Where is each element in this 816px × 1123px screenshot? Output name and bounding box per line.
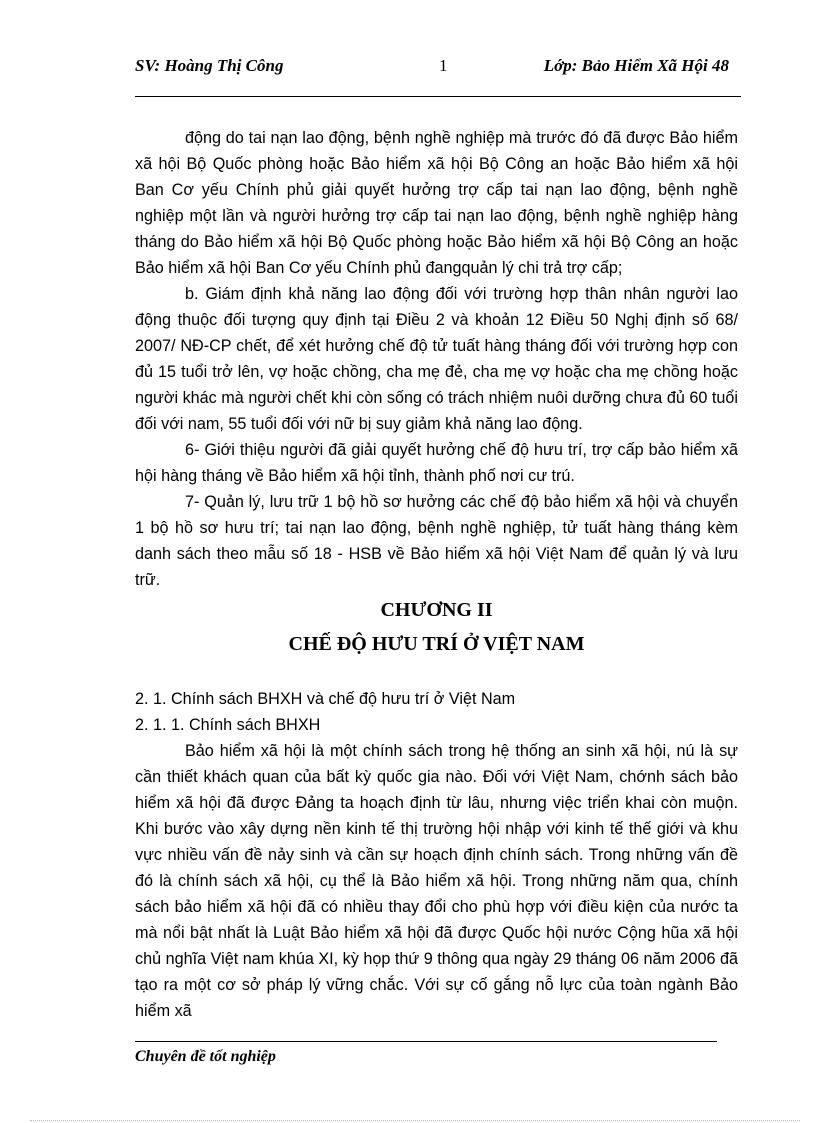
paragraph-item-6: 6- Giới thiệu người đã giải quyết hưởng chế độ hưu trí, trợ cấp bảo hiểm xã hội hàng tháng về Bảo hiểm xã hội tỉnh, thành phố nơi cư trú. (135, 441, 738, 485)
header-divider (135, 96, 741, 97)
paragraph-item-7: 7- Quản lý, lưu trữ 1 bộ hồ sơ hưởng các chế độ bảo hiểm xã hội và chuyển 1 bộ hồ sơ hưu trí; tai nạn lao động, bệnh nghề nghiệp, tử tuất hàng tháng kèm danh sách theo mẫu số 18 - HSB về Bảo hiểm xã hội Việt Nam để quản lý và lưu trữ. (135, 493, 738, 589)
chapter-title: CHẾ ĐỘ HƯU TRÍ Ở VIỆT NAM (288, 633, 585, 655)
paragraph-social-insurance: Bảo hiểm xã hội là một chính sách trong hệ thống an sinh xã hội, nú là sự cần thiết khách quan của bất kỳ quốc gia nào. Đối với Việt Nam, chớnh sách bảo hiểm xã hội đã được Đảng ta hoạch định từ lâu, nhưng việc triển khai còn muộn. Khi bước vào xây dựng nền kinh tế thị trường hội nhập với kinh tế thế giới và khu vực nhiều vấn đề nảy sinh và cần sự hoạch định chính sách. Trong những vấn đề đó là chính sách xã hội, cụ thể là Bảo hiểm xã hội. Trong những năm qua, chính sách bảo hiểm xã hội đã có nhiều thay đổi cho phù hợp với điều kiện của nước ta mà nổi bật nhất là Luật Bảo hiểm xã hội đã được Quốc hội nước Cộng hũa xã hội chủ nghĩa Việt nam khúa XI, kỳ họp thứ 9 thông qua ngày 29 tháng 06 năm 2006 đã tạo ra một cơ sở pháp lý vững chắc. Với sự cố gắng nỗ lực của toàn ngành Bảo hiểm xã (135, 742, 738, 1020)
header-student-name: SV: Hoàng Thị Công (135, 56, 284, 75)
body-text-bottom (135, 686, 738, 1024)
header-page-number: 1 (439, 56, 448, 75)
body-text-top (135, 125, 738, 593)
header-class-label: Lớp: Bảo Hiểm Xã Hội 48 (543, 56, 729, 75)
page-header (135, 56, 741, 78)
chapter-number: CHƯƠNG II (380, 599, 493, 621)
page-edge-line (30, 1120, 800, 1121)
paragraph-continuation: động do tai nạn lao động, bệnh nghề nghiệp mà trước đó đã được Bảo hiểm xã hội Bộ Quốc phòng hoặc Bảo hiểm xã hội Bộ Công an hoặc Bảo hiểm xã hội Ban Cơ yếu Chính phủ giải quyết hưởng trợ cấp tai nạn lao động, bệnh nghề nghiệp một lần và người hưởng trợ cấp tai nạn lao động, bệnh nghề nghiệp hàng tháng do Bảo hiểm xã hội Bộ Quốc phòng hoặc Bảo hiểm xã hội Bộ Công an hoặc Bảo hiểm xã hội Ban Cơ yếu Chính phủ đangquản lý chi trả trợ cấp; (135, 129, 738, 277)
section-heading: 2. 1. Chính sách BHXH và chế độ hưu trí ở Việt Nam (135, 690, 516, 708)
paragraph-item-b: b. Giám định khả năng lao động đối với trường hợp thân nhân người lao động thuộc đối tượng quy định tại Điều 2 và khoản 12 Điều 50 Nghị định số 68/ 2007/ NĐ-CP chết, để xét hưởng chế độ tử tuất hàng tháng đối với trường hợp con đủ 15 tuổi trở lên, vợ hoặc chồng, cha mẹ đẻ, cha mẹ vợ hoặc cha mẹ chồng hoặc người khác mà người chết khi còn sống có trách nhiệm nuôi dưỡng chưa đủ 60 tuổi đối với nam, 55 tuổi đối với nữ bị suy giảm khả năng lao động. (135, 285, 738, 433)
subsection-heading: 2. 1. 1. Chính sách BHXH (135, 716, 321, 734)
footer-divider (135, 1041, 717, 1042)
footer-label: Chuyên đề tốt nghiệp (135, 1048, 276, 1065)
